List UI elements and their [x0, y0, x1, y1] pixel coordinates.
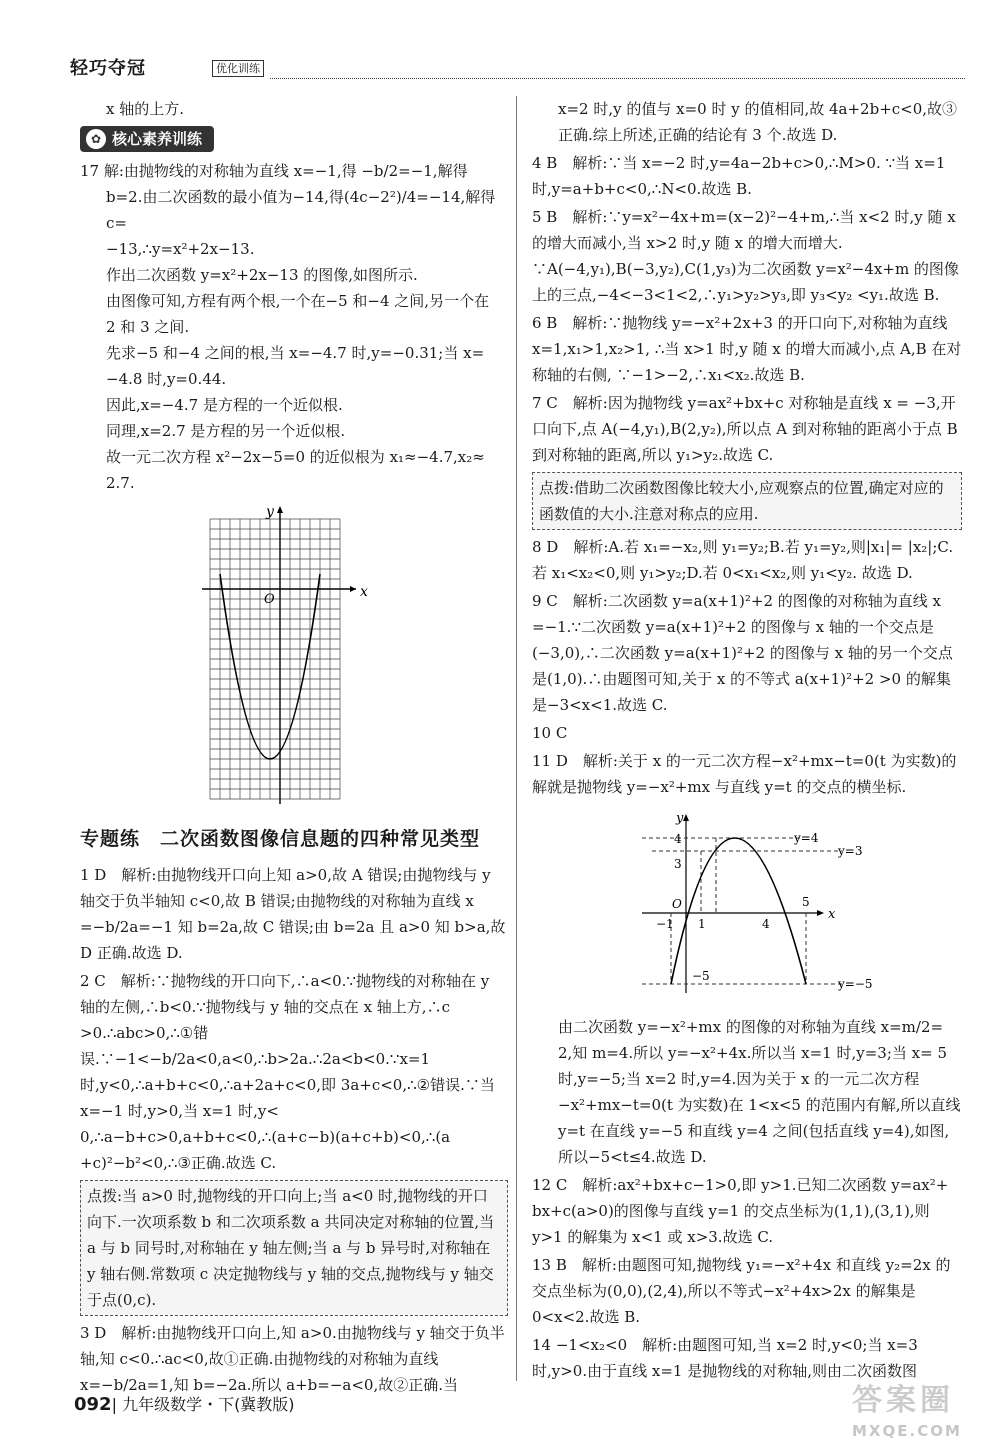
answer-6: 6 B 解析:∵抛物线 y=−x²+2x+3 的开口向下,对称轴为直线 x=1,x₁>1,x₂>1, ∴当 x>1 时,y 随 x 的增大而减小,点 A,B 在对称轴的右侧, ∵−1>−2,∴x₁<x₂.故选 B. [532, 314, 962, 384]
section-heading: ✿ 核心素养训练 [80, 126, 214, 152]
page-footer: 092| 九年级数学・下(冀教版) [74, 1394, 295, 1415]
answer-14: 14 −1<x₂<0 解析:由题图可知,当 x=2 时,y<0;当 x=3 时,y>0.由于直线 x=1 是抛物线的对称轴,则由二次函数图 [532, 1336, 918, 1380]
column-divider [516, 96, 517, 1381]
answer-9: 9 C 解析:二次函数 y=a(x+1)²+2 的图像的对称轴为直线 x =−1.∵二次函数 y=a(x+1)²+2 的图像与 x 轴的一个交点是(−3,0),∴二次函数 y=a(x+1)²+2 的图像与 x 轴的另一个交点是(1,0).∴由题图可知,关于 x 的不等式 a(x+1)²+2 >0 的解集是−3<x<1.故选 C. [532, 592, 953, 714]
y-label: y [266, 504, 274, 520]
graph-17 [200, 504, 508, 812]
label-y4: y=4 [794, 831, 819, 845]
answer-7: 7 C 解析:因为抛物线 y=ax²+bx+c 对称轴是直线 x = −3,开口向下,点 A(−4,y₁),B(2,y₂),所以点 A 到对称轴的距离小于点 B 到对称轴的距离,所以 y₁>y₂.故选 C. [532, 394, 958, 464]
label-4: 4 [674, 832, 682, 846]
label-neg5: −5 [692, 969, 710, 983]
x-label: x [828, 907, 836, 922]
answer-13: 13 B 解析:由题图可知,抛物线 y₁=−x²+4x 和直线 y₂=2x 的交点坐标为(0,0),(2,4),所以不等式−x²+4x>2x 的解集是 0<x<2.故选 B. [532, 1256, 951, 1326]
label-neg1: −1 [656, 917, 674, 931]
answer-3: 3 D 解析:由抛物线开口向上,知 a>0.由抛物线与 y 轴交于负半轴,知 c<0.∴ac<0,故①正确.由抛物线的对称轴为直线 x=−b/2a=1,知 b=−2a.所以 a+b=−a<0,故②正确.当 [80, 1324, 505, 1394]
book-title: 九年级数学・下(冀教版) [122, 1395, 295, 1414]
label-yneg5: y=−5 [838, 977, 873, 991]
tip-2: 点拨:当 a>0 时,抛物线的开口向上;当 a<0 时,抛物线的开口向下.一次项系数 b 和二次项系数 a 共同决定对称轴的位置,当 a 与 b 同号时,对称轴在 y 轴左侧;当 a 与 b 异号时,对称轴在 y 轴右侧.常数项 c 决定抛物线与 y 轴的交点,抛物线与 y 轴交于点(0,c). [80, 1180, 508, 1316]
label-5: 5 [802, 895, 810, 909]
label-x4: 4 [762, 917, 770, 931]
right-column [532, 96, 962, 1384]
parabola-curve [671, 838, 806, 984]
watermark: 答案圈 MXQE.COM [852, 1383, 962, 1440]
page-header [70, 44, 970, 84]
answer-11: 11 D 解析:关于 x 的一元二次方程−x²+mx−t=0(t 为实数)的解就是抛物线 y=−x²+mx 与直线 y=t 的交点的横坐标. [532, 752, 957, 796]
answer-12: 12 C 解析:ax²+bx+c−1>0,即 y>1.已知二次函数 y=ax²+ bx+c(a>0)的图像与直线 y=1 的交点坐标为(1,1),(3,1),则 y>1 的解集为 x<1 或 x>3.故选 C. [532, 1176, 949, 1246]
parabola-grid-graph [200, 504, 380, 804]
label-1: 1 [698, 917, 706, 931]
answer-4: 4 B 解析:∵当 x=−2 时,y=4a−2b+c>0,∴M>0. ∵当 x=1 时,y=a+b+c<0,∴N<0.故选 B. [532, 154, 946, 198]
answer-10: 10 C [532, 724, 568, 742]
answer-5: 5 B 解析:∵y=x²−4x+m=(x−2)²−4+m,∴当 x<2 时,y 随 x 的增大而减小,当 x>2 时,y 随 x 的增大而增大. ∵A(−4,y₁),B(−3,y₂),C(1,y₃)为二次函数 y=x²−4x+m 的图像上的三点,−4<−3<1<2,∴y₁>y₂>y₃,即 y₃<y₂ <y₁.故选 B. [532, 208, 959, 304]
answer-17: 17 解:由抛物线的对称轴为直线 x=−1,得 −b/2=−1,解得 b=2.由二次函数的最小值为−14,得(4c−2²)/4=−14,解得 c= −13,∴y=x²+2x−13. 作出二次函数 y=x²+2x−13 的图像,如图所示. 由图像可知,方程有两个根,一个在−5 和−4 之间,另一个在 2 和 3 之间. 先求−5 和−4 之间的根,当 x=−4.7 时,y=−0.31;当 x= −4.8 时,y=0.44. 因此,x=−4.7 是方程的一个近似根. 同理,x=2.7 是方程的另一个近似根. 故一元二次方程 x²−2x−5=0 的近似根为 x₁≈−4.7,x₂≈ 2.7. [80, 162, 496, 492]
section-icon: ✿ [86, 129, 106, 149]
tip-7: 点拨:借助二次函数图像比较大小,应观察点的位置,确定对应的函数值的大小.注意对称点的应用. [532, 472, 962, 530]
label-y3: y=3 [838, 844, 863, 858]
parabola-line-graph [642, 808, 882, 998]
page-number: 092 [74, 1394, 112, 1415]
header-tag: 优化训练 [212, 60, 264, 77]
graph-11 [642, 808, 962, 1006]
left-column [80, 96, 508, 1398]
answer-2: 2 C 解析:∵抛物线的开口向下,∴a<0.∵抛物线的对称轴在 y 轴的左侧,∴b<0.∵抛物线与 y 轴的交点在 x 轴上方,∴c >0.∴abc>0,∴①错误.∵−1<−b/2a<0,a<0,∴b>2a.∴2a<b<0.∵x=1 时,y<0,∴a+b+c<0,∴a+2a+c<0,即 3a+c<0,∴②错误.∵当 x=−1 时,y>0,当 x=1 时,y< 0,∴a−b+c>0,a+b+c<0,∴(a+c−b)(a+c+b)<0,∴(a +c)²−b²<0,∴③正确.故选 C. [80, 972, 495, 1172]
answer-11-cont: 由二次函数 y=−x²+mx 的图像的对称轴为直线 x=m/2= 2,知 m=4.所以 y=−x²+4x.所以当 x=1 时,y=3;当 x= 5 时,y=−5;当 x=2 时,y=4.因为关于 x 的一元二次方程 −x²+mx−t=0(t 为实数)在 1<x<5 的范围内有解,所以直线 y=t 在直线 y=−5 和直线 y=4 之间(包括直线 y=4),如图,所以−5<t≤4.故选 D. [558, 1018, 961, 1166]
header-rule [270, 78, 965, 79]
origin-label: O [264, 592, 275, 607]
answer-1: 1 D 解析:由抛物线开口向上知 a>0,故 A 错误;由抛物线与 y 轴交于负半轴知 c<0,故 B 错误;由抛物线的对称轴为直线 x =−b/2a=−1 知 b=2a,故 C 错误;由 b=2a 且 a>0 知 b>a,故 D 正确.故选 D. [80, 866, 506, 962]
top-line: x 轴的上方. [106, 100, 184, 118]
x-label: x [360, 584, 368, 600]
y-label: y [676, 811, 684, 826]
answer-3-cont: x=2 时,y 的值与 x=0 时 y 的值相同,故 4a+2b+c<0,故③正确.综上所述,正确的结论有 3 个.故选 D. [558, 100, 958, 144]
topic-title: 专题练 二次函数图像信息题的四种常见类型 [80, 828, 481, 850]
answer-8: 8 D 解析:A.若 x₁=−x₂,则 y₁=y₂;B.若 y₁=y₂,则|x₁|= |x₂|;C.若 x₁<x₂<0,则 y₁>y₂;D.若 0<x₁<x₂,则 y₁<y₂. 故选 D. [532, 538, 954, 582]
origin-label: O [672, 897, 682, 911]
brand-logo: 轻巧夺冠 [70, 58, 146, 79]
label-3: 3 [674, 857, 682, 871]
